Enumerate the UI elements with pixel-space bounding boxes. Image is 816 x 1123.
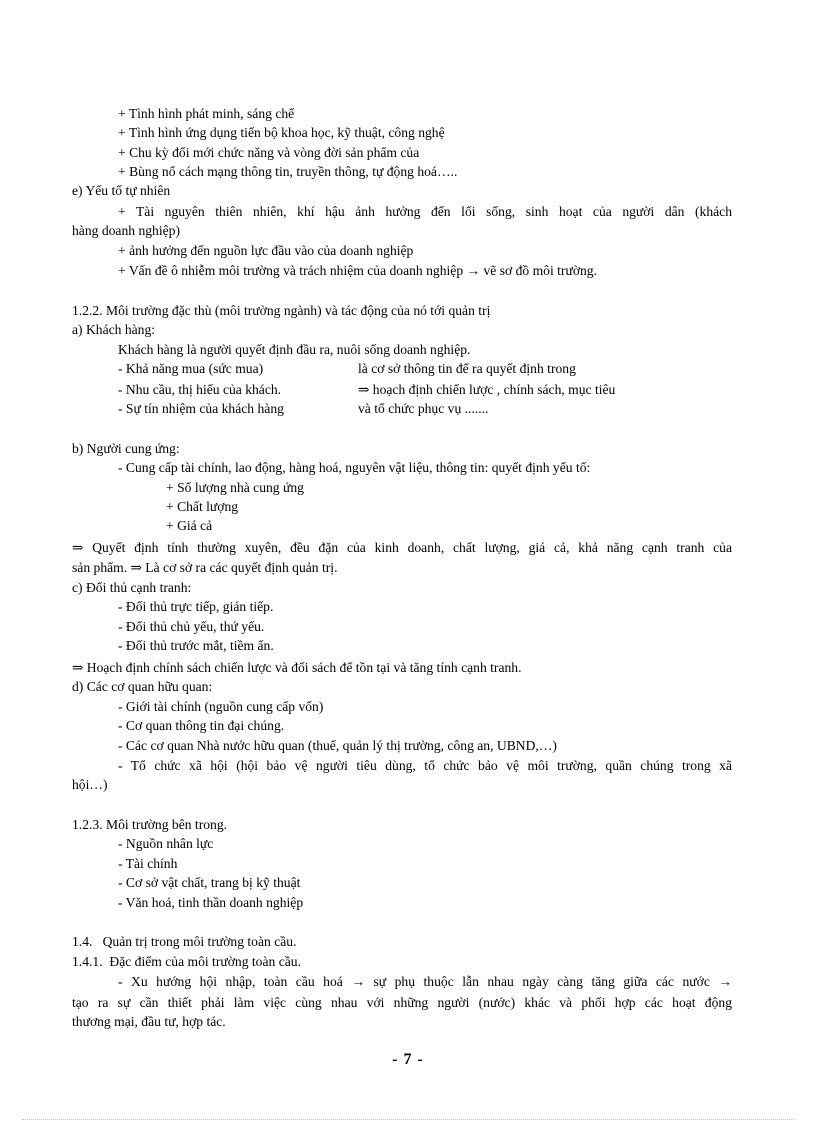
- page-number: - 7 -: [392, 1051, 424, 1068]
- text-line: + Tình hình ứng dụng tiến bộ khoa học, kỹ thuật, công nghệ: [118, 125, 445, 140]
- text-fragment: là cơ sở thông tin để ra quyết định trong: [358, 361, 576, 376]
- text-line: hội…): [72, 777, 108, 792]
- text-line: ⇒ Quyết định tính thường xuyên, đều đặn của kinh doanh, chất lượng, giá cả, khả năng cạnh tranh của: [72, 540, 732, 555]
- text-line: + Tài nguyên thiên nhiên, khí hậu ảnh hưởng đến lối sống, sinh hoạt của người dân (khách: [118, 204, 732, 219]
- text-line: [118, 359, 732, 378]
- text-line: + Chu kỳ đổi mới chức năng và vòng đời sản phẩm của: [118, 145, 420, 160]
- text-line: hàng doanh nghiệp): [72, 223, 180, 238]
- text-line: - Đối thủ chủ yếu, thứ yếu.: [118, 619, 265, 634]
- text-line: - Xu hướng hội nhập, toàn cầu hoá → sự phụ thuộc lẫn nhau ngày càng tăng giữa các nước →: [118, 974, 732, 989]
- text-line: + Chất lượng: [166, 499, 239, 514]
- text-fragment: - Khả năng mua (sức mua): [118, 361, 264, 376]
- text-line: Khách hàng là người quyết định đầu ra, nuôi sống doanh nghiệp.: [118, 342, 471, 357]
- text-line: + Vấn đề ô nhiễm môi trường và trách nhiệm của doanh nghiệp → vẽ sơ đồ môi trường.: [118, 263, 598, 278]
- text-line: + Tình hình phát minh, sáng chế: [118, 106, 295, 121]
- text-line: - Tài chính: [118, 856, 178, 871]
- text-line: - Nguồn nhân lực: [118, 836, 214, 851]
- text-line: - Các cơ quan Nhà nước hữu quan (thuế, quản lý thị trường, công an, UBND,…): [118, 738, 557, 753]
- text-line: - Tổ chức xã hội (hội bảo vệ người tiêu dùng, tổ chức bảo vệ môi trường, quần chúng trong xã: [118, 758, 732, 773]
- text-fragment: - Sự tín nhiệm của khách hàng: [118, 401, 284, 416]
- section-heading: 1.4.1. Đặc điểm của môi trường toàn cầu.: [72, 954, 301, 969]
- text-line: - Đối thủ trực tiếp, gián tiếp.: [118, 599, 274, 614]
- text-line: - Văn hoá, tinh thần doanh nghiệp: [118, 895, 304, 910]
- page-bottom-border: [22, 1119, 794, 1120]
- text-line: - Cơ quan thông tin đại chúng.: [118, 718, 285, 733]
- text-line: thương mại, đầu tư, hợp tác.: [72, 1014, 226, 1029]
- text-line: + Số lượng nhà cung ứng: [166, 480, 304, 495]
- text-line: sản phẩm. ⇒ Là cơ sở ra các quyết định quản trị.: [72, 560, 338, 575]
- section-heading: a) Khách hàng:: [72, 322, 156, 337]
- section-heading: b) Người cung ứng:: [72, 441, 180, 456]
- text-fragment: và tổ chức phục vụ .......: [358, 401, 489, 416]
- text-line: [118, 380, 732, 399]
- text-line: + Giá cả: [166, 518, 213, 533]
- section-heading: 1.4. Quản trị trong môi trường toàn cầu.: [72, 934, 297, 949]
- text-line: tạo ra sự cần thiết phải làm việc cùng nhau với những người (nước) khác và phối hợp các hoạt động: [72, 995, 732, 1010]
- text-line: + Bùng nổ cách mạng thông tin, truyền thông, tự động hoá…..: [118, 164, 458, 179]
- text-line: - Đối thủ trước mắt, tiềm ẩn.: [118, 638, 274, 653]
- text-line: [118, 399, 732, 418]
- text-line: + ảnh hưởng đến nguồn lực đầu vào của doanh nghiệp: [118, 243, 414, 258]
- text-line: ⇒ Hoạch định chính sách chiến lược và đối sách để tồn tại và tăng tính cạnh tranh.: [72, 660, 522, 675]
- section-heading: 1.2.3. Môi trường bên trong.: [72, 817, 228, 832]
- section-heading: c) Đối thủ cạnh tranh:: [72, 580, 192, 595]
- text-line: - Cung cấp tài chính, lao động, hàng hoá, nguyên vật liệu, thông tin: quyết định yếu tố:: [118, 460, 591, 475]
- text-line: - Giới tài chính (nguồn cung cấp vốn): [118, 699, 324, 714]
- section-heading: d) Các cơ quan hữu quan:: [72, 679, 213, 694]
- section-heading: 1.2.2. Môi trường đặc thù (môi trường ngành) và tác động của nó tới quản trị: [72, 303, 491, 318]
- text-line: - Cơ sở vật chất, trang bị kỹ thuật: [118, 875, 301, 890]
- text-fragment: - Nhu cầu, thị hiếu của khách.: [118, 382, 282, 397]
- text-fragment: ⇒ hoạch định chiến lược , chính sách, mục tiêu: [358, 382, 616, 397]
- section-heading: e) Yếu tố tự nhiên: [72, 183, 171, 198]
